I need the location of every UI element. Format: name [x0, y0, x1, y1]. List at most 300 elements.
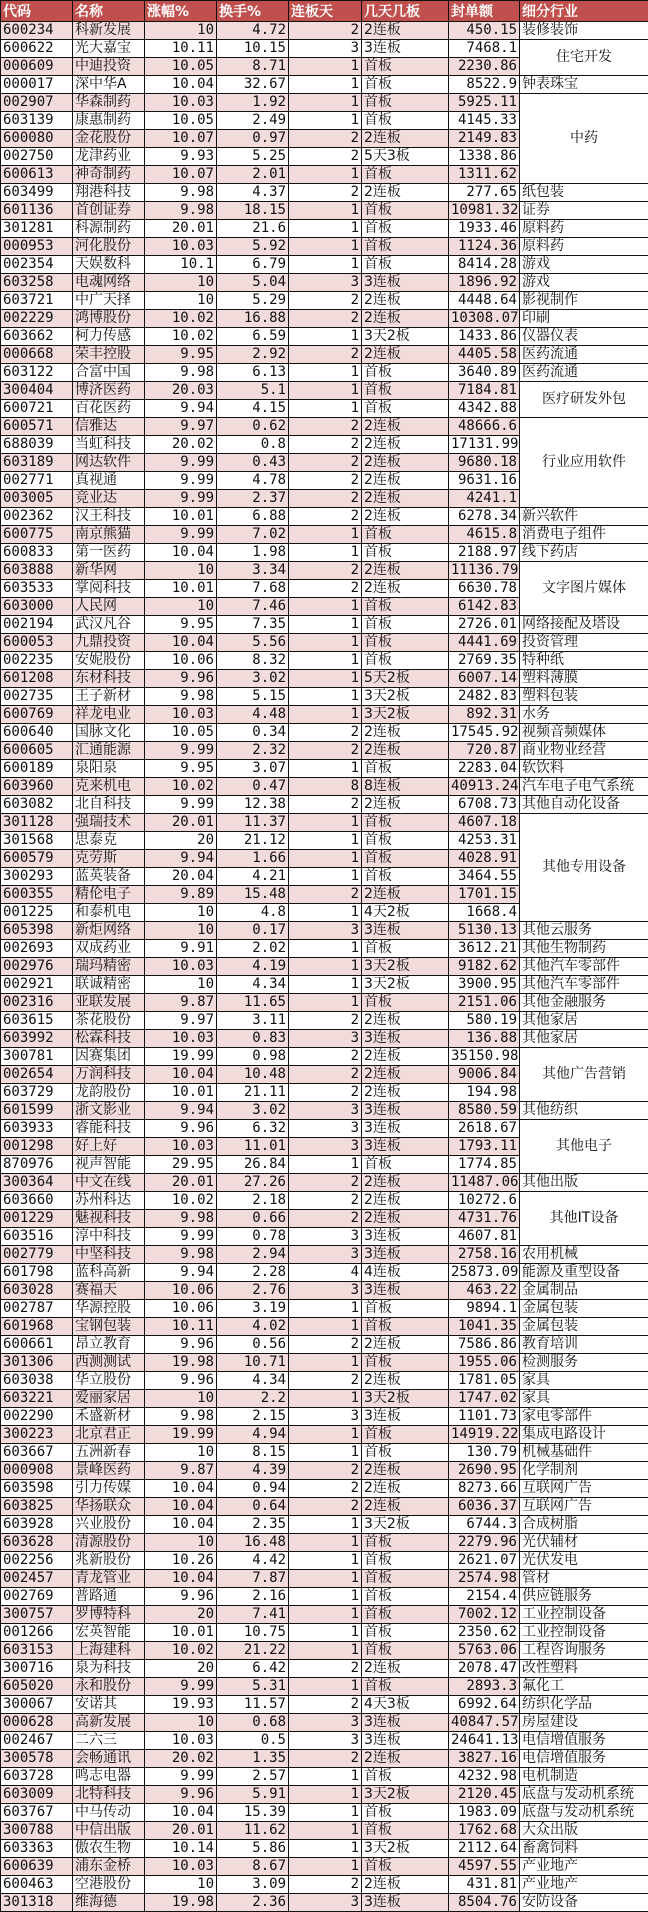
change-pct: 9.96 [145, 1120, 217, 1138]
stock-name: 维海德 [73, 1894, 145, 1912]
turnover-pct: 6.13 [217, 364, 289, 382]
board-pattern: 首板 [362, 1300, 449, 1318]
seal-amount: 1955.06 [449, 1354, 520, 1372]
consecutive-days: 3 [289, 1246, 362, 1264]
change-pct: 10.04 [145, 76, 217, 94]
turnover-pct: 4.72 [217, 22, 289, 40]
board-pattern: 首板 [362, 760, 449, 778]
board-pattern: 5天2板 [362, 670, 449, 688]
board-pattern: 4天3板 [362, 1696, 449, 1714]
table-row [1, 1120, 648, 1138]
industry-cell: 改性塑料 [520, 1660, 648, 1678]
industry-cell: 游戏 [520, 274, 648, 292]
seal-amount: 2726.01 [449, 616, 520, 634]
seal-amount: 4615.8 [449, 526, 520, 544]
stock-code: 600605 [1, 742, 73, 760]
board-pattern: 3连板 [362, 1732, 449, 1750]
consecutive-days: 1 [289, 1822, 362, 1840]
board-pattern: 2连板 [362, 310, 449, 328]
board-pattern: 2连板 [362, 1174, 449, 1192]
turnover-pct: 5.29 [217, 292, 289, 310]
stock-code: 301281 [1, 220, 73, 238]
turnover-pct: 11.37 [217, 814, 289, 832]
consecutive-days: 3 [289, 1120, 362, 1138]
board-pattern: 2连板 [362, 1498, 449, 1516]
table-row [1, 1408, 648, 1426]
seal-amount: 7586.86 [449, 1336, 520, 1354]
table-row [1, 1444, 648, 1462]
stock-code: 603038 [1, 1372, 73, 1390]
turnover-pct: 0.62 [217, 418, 289, 436]
stock-code: 002771 [1, 472, 73, 490]
turnover-pct: 0.83 [217, 1030, 289, 1048]
change-pct: 10.04 [145, 544, 217, 562]
industry-cell: 家具 [520, 1390, 648, 1408]
industry-cell: 安防设备 [520, 1894, 648, 1912]
stock-name: 鸣志电器 [73, 1768, 145, 1786]
turnover-pct: 4.78 [217, 472, 289, 490]
change-pct: 9.94 [145, 850, 217, 868]
stock-name: 百花医药 [73, 400, 145, 418]
change-pct: 10.03 [145, 706, 217, 724]
turnover-pct: 4.37 [217, 184, 289, 202]
seal-amount: 2621.07 [449, 1552, 520, 1570]
industry-cell: 行业应用软件 [520, 418, 648, 508]
consecutive-days: 3 [289, 1030, 362, 1048]
consecutive-days: 1 [289, 1840, 362, 1858]
table-row [1, 1804, 648, 1822]
industry-cell: 纺织化学品 [520, 1696, 648, 1714]
consecutive-days: 3 [289, 922, 362, 940]
board-pattern: 首板 [362, 634, 449, 652]
seal-amount: 35150.98 [449, 1048, 520, 1066]
table-row [1, 724, 648, 742]
turnover-pct: 10.75 [217, 1624, 289, 1642]
seal-amount: 4441.69 [449, 634, 520, 652]
change-pct: 10.03 [145, 1030, 217, 1048]
stock-code: 002779 [1, 1246, 73, 1264]
table-row [1, 76, 648, 94]
stock-code: 603825 [1, 1498, 73, 1516]
stock-code: 002750 [1, 148, 73, 166]
board-pattern: 首板 [362, 1552, 449, 1570]
industry-cell: 纸包装 [520, 184, 648, 202]
turnover-pct: 1.66 [217, 850, 289, 868]
stock-name: 爱丽家居 [73, 1390, 145, 1408]
change-pct: 10.05 [145, 112, 217, 130]
board-pattern: 首板 [362, 220, 449, 238]
stock-name: 安诺其 [73, 1696, 145, 1714]
board-pattern: 2连板 [362, 580, 449, 598]
consecutive-days: 1 [289, 238, 362, 256]
header-name: 名称 [73, 1, 145, 22]
seal-amount: 2149.83 [449, 130, 520, 148]
industry-cell: 汽车电子电气系统 [520, 778, 648, 796]
consecutive-days: 2 [289, 148, 362, 166]
change-pct: 10.04 [145, 1804, 217, 1822]
stock-name: 淳中科技 [73, 1228, 145, 1246]
industry-cell: 其他自动化设备 [520, 796, 648, 814]
change-pct: 20.01 [145, 1174, 217, 1192]
board-pattern: 3连板 [362, 1714, 449, 1732]
seal-amount: 2618.67 [449, 1120, 520, 1138]
turnover-pct: 8.67 [217, 1858, 289, 1876]
stock-name: 华森制药 [73, 94, 145, 112]
industry-cell: 光伏发电 [520, 1552, 648, 1570]
stock-name: 第一医药 [73, 544, 145, 562]
consecutive-days: 2 [289, 1084, 362, 1102]
stock-name: 电魂网络 [73, 274, 145, 292]
stock-name: 武汉凡谷 [73, 616, 145, 634]
turnover-pct: 5.04 [217, 274, 289, 292]
stock-code: 002194 [1, 616, 73, 634]
seal-amount: 7468.1 [449, 40, 520, 58]
consecutive-days: 2 [289, 1750, 362, 1768]
seal-amount: 14919.22 [449, 1426, 520, 1444]
change-pct: 9.97 [145, 418, 217, 436]
stock-name: 华扬联众 [73, 1498, 145, 1516]
stock-code: 002235 [1, 652, 73, 670]
seal-amount: 6708.73 [449, 796, 520, 814]
consecutive-days: 3 [289, 40, 362, 58]
seal-amount: 2151.06 [449, 994, 520, 1012]
industry-cell: 医药流通 [520, 364, 648, 382]
stock-code: 300788 [1, 1822, 73, 1840]
stock-code: 600622 [1, 40, 73, 58]
seal-amount: 6744.3 [449, 1516, 520, 1534]
table-row [1, 256, 648, 274]
change-pct: 9.94 [145, 1102, 217, 1120]
stock-code: 002769 [1, 1588, 73, 1606]
change-pct: 10.04 [145, 1480, 217, 1498]
consecutive-days: 3 [289, 274, 362, 292]
board-pattern: 首板 [362, 1354, 449, 1372]
table-row [1, 508, 648, 526]
header-code: 代码 [1, 1, 73, 22]
industry-cell: 原料药 [520, 238, 648, 256]
consecutive-days: 1 [289, 598, 362, 616]
seal-amount: 25873.09 [449, 1264, 520, 1282]
industry-cell: 金属包装 [520, 1300, 648, 1318]
table-row [1, 958, 648, 976]
stock-code: 002467 [1, 1732, 73, 1750]
stock-name: 罗博特科 [73, 1606, 145, 1624]
consecutive-days: 1 [289, 328, 362, 346]
turnover-pct: 4.34 [217, 976, 289, 994]
table-row [1, 1678, 648, 1696]
change-pct: 10 [145, 292, 217, 310]
industry-cell: 其他出版 [520, 1174, 648, 1192]
turnover-pct: 6.59 [217, 328, 289, 346]
industry-cell: 工程咨询服务 [520, 1642, 648, 1660]
board-pattern: 首板 [362, 58, 449, 76]
seal-amount: 1433.86 [449, 328, 520, 346]
stock-code: 603628 [1, 1534, 73, 1552]
seal-amount: 450.15 [449, 22, 520, 40]
seal-amount: 2574.98 [449, 1570, 520, 1588]
seal-amount: 130.79 [449, 1444, 520, 1462]
consecutive-days: 1 [289, 94, 362, 112]
table-row [1, 1840, 648, 1858]
industry-cell: 金属制品 [520, 1282, 648, 1300]
stock-name: 康惠制药 [73, 112, 145, 130]
change-pct: 9.91 [145, 940, 217, 958]
stock-name: 二六三 [73, 1732, 145, 1750]
industry-cell: 视频音频媒体 [520, 724, 648, 742]
industry-cell: 证券 [520, 202, 648, 220]
stock-code: 603660 [1, 1192, 73, 1210]
stock-code: 600579 [1, 850, 73, 868]
table-row [1, 940, 648, 958]
change-pct: 10.05 [145, 58, 217, 76]
stock-code: 600463 [1, 1876, 73, 1894]
board-pattern: 首板 [362, 1444, 449, 1462]
consecutive-days: 2 [289, 742, 362, 760]
stock-code: 603598 [1, 1480, 73, 1498]
table-row [1, 1192, 648, 1210]
industry-cell: 其他家居 [520, 1012, 648, 1030]
change-pct: 20.02 [145, 1750, 217, 1768]
change-pct: 10 [145, 1714, 217, 1732]
board-pattern: 首板 [362, 868, 449, 886]
turnover-pct: 11.01 [217, 1138, 289, 1156]
change-pct: 10.02 [145, 310, 217, 328]
seal-amount: 2230.86 [449, 58, 520, 76]
seal-amount: 9631.16 [449, 472, 520, 490]
table-row [1, 1372, 648, 1390]
turnover-pct: 2.92 [217, 346, 289, 364]
board-pattern: 2连板 [362, 436, 449, 454]
stock-name: 傲农生物 [73, 1840, 145, 1858]
board-pattern: 首板 [362, 1570, 449, 1588]
board-pattern: 首板 [362, 1678, 449, 1696]
table-row [1, 1354, 648, 1372]
turnover-pct: 6.42 [217, 1660, 289, 1678]
change-pct: 9.96 [145, 670, 217, 688]
table-row [1, 94, 648, 112]
stock-code: 601599 [1, 1102, 73, 1120]
change-pct: 10 [145, 598, 217, 616]
stock-name: 会畅通讯 [73, 1750, 145, 1768]
seal-amount: 4145.33 [449, 112, 520, 130]
change-pct: 10.04 [145, 1066, 217, 1084]
consecutive-days: 3 [289, 1408, 362, 1426]
board-pattern: 3连板 [362, 40, 449, 58]
turnover-pct: 4.21 [217, 868, 289, 886]
stock-code: 603721 [1, 292, 73, 310]
board-pattern: 首板 [362, 382, 449, 400]
turnover-pct: 2.76 [217, 1282, 289, 1300]
stock-name: 新炬网络 [73, 922, 145, 940]
change-pct: 9.96 [145, 1336, 217, 1354]
change-pct: 19.99 [145, 1048, 217, 1066]
board-pattern: 3天2板 [362, 1390, 449, 1408]
stock-name: 博济医药 [73, 382, 145, 400]
turnover-pct: 5.92 [217, 238, 289, 256]
change-pct: 10.02 [145, 1192, 217, 1210]
seal-amount: 2279.96 [449, 1534, 520, 1552]
stock-name: 汉王科技 [73, 508, 145, 526]
stock-code: 001266 [1, 1624, 73, 1642]
consecutive-days: 1 [289, 688, 362, 706]
stock-code: 603767 [1, 1804, 73, 1822]
turnover-pct: 0.34 [217, 724, 289, 742]
change-pct: 9.99 [145, 454, 217, 472]
board-pattern: 首板 [362, 364, 449, 382]
table-row [1, 652, 648, 670]
seal-amount: 3612.21 [449, 940, 520, 958]
board-pattern: 2连板 [362, 562, 449, 580]
board-pattern: 3连板 [362, 274, 449, 292]
consecutive-days: 1 [289, 1768, 362, 1786]
turnover-pct: 15.48 [217, 886, 289, 904]
change-pct: 9.95 [145, 616, 217, 634]
consecutive-days: 1 [289, 1804, 362, 1822]
industry-cell: 氟化工 [520, 1678, 648, 1696]
consecutive-days: 2 [289, 796, 362, 814]
turnover-pct: 5.56 [217, 634, 289, 652]
turnover-pct: 1.92 [217, 94, 289, 112]
table-row [1, 1498, 648, 1516]
consecutive-days: 1 [289, 1354, 362, 1372]
turnover-pct: 0.94 [217, 1480, 289, 1498]
stock-code: 605020 [1, 1678, 73, 1696]
stock-name: 信雅达 [73, 418, 145, 436]
turnover-pct: 7.41 [217, 1606, 289, 1624]
board-pattern: 首板 [362, 1804, 449, 1822]
change-pct: 10.04 [145, 1498, 217, 1516]
consecutive-days: 1 [289, 976, 362, 994]
stock-code: 603533 [1, 580, 73, 598]
consecutive-days: 1 [289, 1534, 362, 1552]
stock-code: 603363 [1, 1840, 73, 1858]
change-pct: 9.96 [145, 1588, 217, 1606]
change-pct: 19.99 [145, 1426, 217, 1444]
board-pattern: 3连板 [362, 922, 449, 940]
turnover-pct: 4.48 [217, 706, 289, 724]
stock-code: 301568 [1, 832, 73, 850]
change-pct: 20.04 [145, 868, 217, 886]
board-pattern: 3连板 [362, 1030, 449, 1048]
seal-amount: 2758.16 [449, 1246, 520, 1264]
stock-code: 300293 [1, 868, 73, 886]
turnover-pct: 1.35 [217, 1750, 289, 1768]
change-pct: 10.02 [145, 328, 217, 346]
board-pattern: 首板 [362, 94, 449, 112]
stock-code: 603009 [1, 1786, 73, 1804]
turnover-pct: 2.2 [217, 1390, 289, 1408]
table-row [1, 1714, 648, 1732]
turnover-pct: 26.84 [217, 1156, 289, 1174]
seal-amount: 2350.62 [449, 1624, 520, 1642]
board-pattern: 首板 [362, 526, 449, 544]
table-row [1, 220, 648, 238]
header-seal-amount: 封单额 [449, 1, 520, 22]
seal-amount: 2112.64 [449, 1840, 520, 1858]
seal-amount: 40913.24 [449, 778, 520, 796]
turnover-pct: 3.07 [217, 760, 289, 778]
consecutive-days: 1 [289, 1588, 362, 1606]
seal-amount: 9182.62 [449, 958, 520, 976]
seal-amount: 9894.1 [449, 1300, 520, 1318]
stock-name: 蓝科高新 [73, 1264, 145, 1282]
turnover-pct: 7.02 [217, 526, 289, 544]
stock-code: 301318 [1, 1894, 73, 1912]
stock-name: 国脉文化 [73, 724, 145, 742]
consecutive-days: 1 [289, 400, 362, 418]
turnover-pct: 18.15 [217, 202, 289, 220]
seal-amount: 10308.07 [449, 310, 520, 328]
consecutive-days: 1 [289, 1426, 362, 1444]
stock-name: 空港股份 [73, 1876, 145, 1894]
consecutive-days: 2 [289, 310, 362, 328]
consecutive-days: 2 [289, 1480, 362, 1498]
change-pct: 9.95 [145, 346, 217, 364]
seal-amount: 6036.37 [449, 1498, 520, 1516]
consecutive-days: 1 [289, 904, 362, 922]
stock-code: 603992 [1, 1030, 73, 1048]
stock-name: 龙韵股份 [73, 1084, 145, 1102]
stock-code: 300067 [1, 1696, 73, 1714]
change-pct: 10.03 [145, 1858, 217, 1876]
seal-amount: 4253.31 [449, 832, 520, 850]
change-pct: 10.03 [145, 1732, 217, 1750]
seal-amount: 3900.95 [449, 976, 520, 994]
table-row [1, 994, 648, 1012]
stock-name: 魅视科技 [73, 1210, 145, 1228]
consecutive-days: 1 [289, 166, 362, 184]
turnover-pct: 3.11 [217, 1012, 289, 1030]
change-pct: 10.04 [145, 1570, 217, 1588]
change-pct: 20.01 [145, 220, 217, 238]
consecutive-days: 2 [289, 130, 362, 148]
turnover-pct: 2.57 [217, 1768, 289, 1786]
turnover-pct: 2.36 [217, 1894, 289, 1912]
industry-cell: 其他电子 [520, 1120, 648, 1174]
stock-code: 603729 [1, 1084, 73, 1102]
seal-amount: 4448.64 [449, 292, 520, 310]
stock-name: 掌阅科技 [73, 580, 145, 598]
stock-name: 南京熊猫 [73, 526, 145, 544]
stock-code: 002316 [1, 994, 73, 1012]
stock-code: 600661 [1, 1336, 73, 1354]
stock-name: 思泰克 [73, 832, 145, 850]
stock-code: 601136 [1, 202, 73, 220]
turnover-pct: 7.68 [217, 580, 289, 598]
stock-code: 600613 [1, 166, 73, 184]
change-pct: 9.98 [145, 1408, 217, 1426]
stock-name: 人民网 [73, 598, 145, 616]
consecutive-days: 2 [289, 346, 362, 364]
stock-name: 西测测试 [73, 1354, 145, 1372]
consecutive-days: 1 [289, 868, 362, 886]
consecutive-days: 2 [289, 1336, 362, 1354]
seal-amount: 7002.12 [449, 1606, 520, 1624]
stock-code: 600234 [1, 22, 73, 40]
header-board-pattern: 几天几板 [362, 1, 449, 22]
board-pattern: 2连板 [362, 1750, 449, 1768]
seal-amount: 4405.58 [449, 346, 520, 364]
stock-name: 中坚科技 [73, 1246, 145, 1264]
turnover-pct: 15.39 [217, 1804, 289, 1822]
stock-code: 003005 [1, 490, 73, 508]
consecutive-days: 1 [289, 220, 362, 238]
table-row [1, 778, 648, 796]
table-row [1, 346, 648, 364]
turnover-pct: 6.32 [217, 1120, 289, 1138]
board-pattern: 2连板 [362, 1372, 449, 1390]
turnover-pct: 8.15 [217, 1444, 289, 1462]
